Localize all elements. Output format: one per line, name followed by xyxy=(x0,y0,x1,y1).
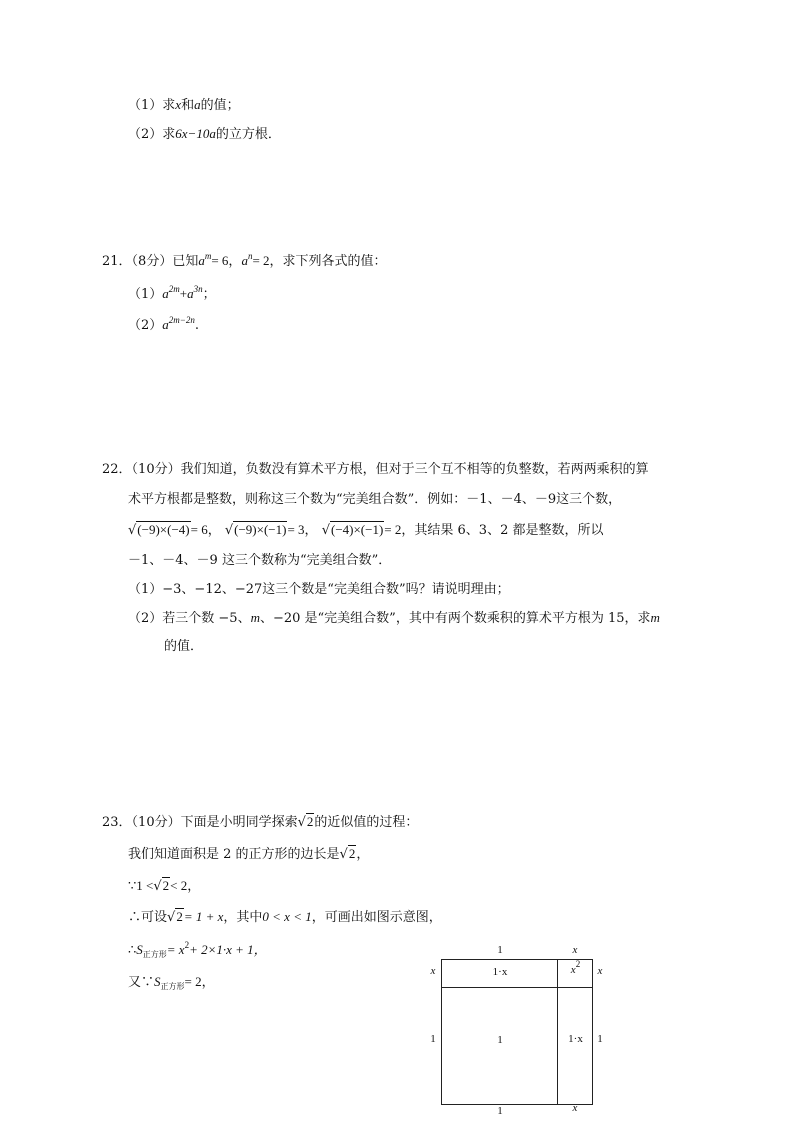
sqrt-2: 2 xyxy=(162,878,170,893)
q20-part2: （2）求6x−10a的立方根． xyxy=(128,126,281,142)
q21-part2: $(2)a^{2m-2n}$. xyxy=(128,315,199,333)
diagram-horizontal-divider xyxy=(441,987,593,988)
label-right-1: 1 xyxy=(597,1033,603,1045)
cell-bottom-right: 1·x xyxy=(568,1033,583,1045)
q23-line4: ∴可设√2= 1 + x，其中0 < x < 1，可画出如图示意图， xyxy=(128,909,442,925)
label-left-x: x xyxy=(430,965,436,977)
sqrt-expression: (−9)×(−1) xyxy=(234,522,287,537)
q22-part2: （2）若三个数 −5、m、−20 是“完美组合数”，其中有两个数乘积的算术平方根为 15，求m xyxy=(128,610,660,626)
q22-line2: 术平方根都是整数，则称这三个数为“完美组合数”．例如：－1、－4、－9这三个数， xyxy=(128,492,622,507)
label-right-x: x xyxy=(597,965,603,977)
label-top-x: x xyxy=(572,944,578,956)
q23-line6: 又$\because S_{正方形}= 2$， xyxy=(128,974,215,991)
q22-part1: （1）−3、−12、−27这三个数是“完美组合数”吗？请说明理由； xyxy=(128,582,510,597)
sqrt-2: 2 xyxy=(306,814,314,829)
q22-line4: －1、－4、－9 这三个数称为“完美组合数”． xyxy=(128,553,392,568)
q21-part1: $(1)a^{2m}+a^{3n}$； xyxy=(128,284,216,302)
diagram-vertical-divider xyxy=(557,959,558,1105)
sqrt-2: 2 xyxy=(176,909,183,924)
q23-stem: 23．（10分）下面是小明同学探索√2的近似值的过程： xyxy=(102,814,419,830)
diagram-outer-square xyxy=(441,959,593,1105)
sqrt-2: 2 xyxy=(348,846,356,861)
label-left-1: 1 xyxy=(430,1033,436,1045)
sqrt-expression: (−4)×(−1) xyxy=(330,522,384,537)
label-bottom-x: x xyxy=(572,1102,578,1114)
label-top-1: 1 xyxy=(497,944,503,956)
q20-part1: （1）求x和a的值； xyxy=(128,97,240,113)
q23-line2: 我们知道面积是 2 的正方形的边长是√2， xyxy=(128,846,370,862)
q22-part2-cont: 的值． xyxy=(164,639,204,654)
sqrt-expression: (−9)×(−4) xyxy=(137,522,190,537)
label-bottom-1: 1 xyxy=(497,1105,503,1117)
q21-stem: 21．（8分）已知$a^m= 6$，$a^n= 2$，求下列各式的值： xyxy=(102,251,387,269)
q23-line3: ∵1 <√2< 2， xyxy=(128,878,201,894)
q22-line3: √(−9)×(−4)= 6， √(−9)×(−1)= 3， √(−4)×(−1)= 2，其结果 6、3、2 都是整数，所以 xyxy=(128,522,604,538)
q23-line5: $\therefore S_{正方形}= x^2+ 2\times 1\cdot x + 1$， xyxy=(128,940,267,959)
q22-line1: 22．（10分）我们知道，负数没有算术平方根，但对于三个互不相等的负整数，若两两乘积的算 xyxy=(102,462,649,477)
cell-top-left: 1·x xyxy=(492,966,508,978)
cell-bottom-left: 1 xyxy=(497,1034,503,1046)
cell-top-right: $x^2$ xyxy=(570,959,581,976)
